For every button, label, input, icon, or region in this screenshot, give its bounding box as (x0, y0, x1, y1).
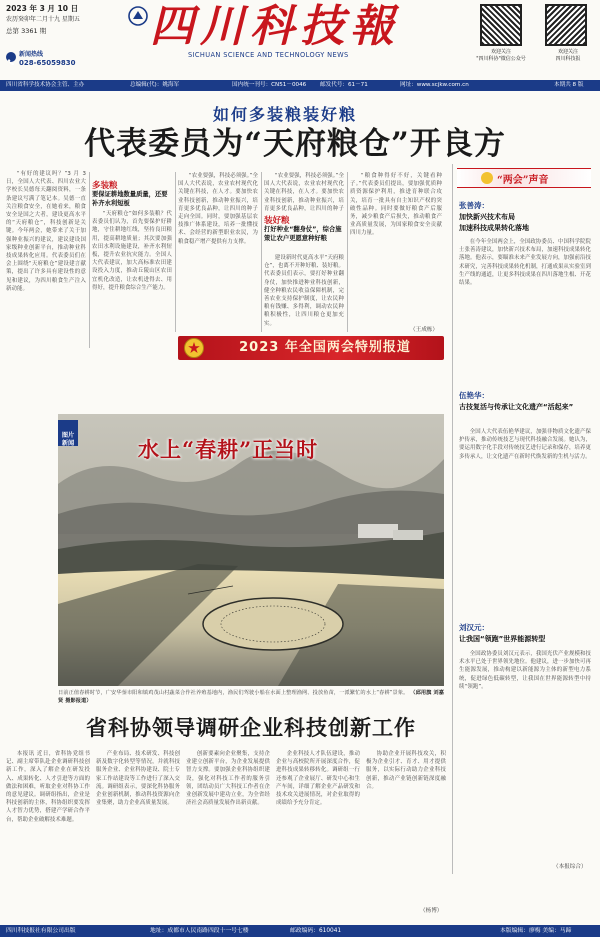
article-col-1-text: “有好的建议吗？”3 月 3 日，全国人大代表、四川农业大学校长吴德每天翻阅资料，一条条建议写满了笔记本。吴德一直关注粮食安全，在她看来，粮食安全是国之大者，建设更高水平的“天府粮仓”，科技创新是关键。今年两会，她带来了关于加强种业振兴的建议，建议建设国家级种业创新平台，推动种业科技成果转化应用。代表委员们在会上围绕“天府粮仓”建设建言献策，提出了许多具有建设性的意见和建议，为四川粮食生产注入新动能。 (6, 171, 86, 292)
photo-news (58, 414, 444, 686)
bottom-col-3 (186, 750, 270, 918)
info-website: 网址：www.scjkw.com.cn (400, 82, 469, 88)
newspaper-subtitle: SICHUAN SCIENCE AND TECHNOLOGY NEWS (188, 51, 349, 59)
masthead (0, 0, 600, 80)
qr1-caption: 欢迎关注 "四川科协"微信公众号 (476, 49, 526, 62)
hotline-number: 028-65059830 (19, 59, 76, 67)
lunar-date: 农历癸卯年二月十九 星期五 (6, 16, 80, 23)
article-col-1 (6, 170, 86, 348)
bottom-article-title: 省科协领导调研企业科技创新工作 (86, 715, 416, 740)
subhead-zhuanghaoliang-sub: 打好种业“翻身仗”，综合施策让农户更愿意种好粮 (264, 226, 342, 242)
photo-news-tag-box (58, 420, 78, 446)
sidebar-item1-title: 加快新兴技术布局 加速科技成果转化落地 (459, 213, 529, 232)
col-divider (347, 172, 348, 332)
sidebar-heading: “两会”声音 (497, 175, 549, 186)
banner-text: 2023 年全国两会特别报道 (239, 340, 411, 355)
col-divider (175, 172, 176, 332)
article-col-3 (178, 172, 258, 332)
bottom-col-5-text: 协助企业开展科技攻关，积极为企业引才、育才、用才提供服务，以实际行动助力企业科技创新，推动产业链创新链深度融合。 (366, 751, 446, 790)
sidebar-item2-body (459, 428, 591, 612)
sidebar-item3-name: 刘汉元： (459, 623, 489, 632)
bottom-col-5 (366, 750, 446, 900)
article-col-5-text: “粮食种得好不好，关键看种子。”代表委员们提出，要加强优质种质资源保护利用，推进育种联合攻关，培育一批具有自主知识产权的突破性品种。同时要做好粮食产后服务，减少粮食产后损失，推动粮食产业高质量发展，为国家粮食安全贡献四川力量。 (350, 173, 442, 237)
sidebar-signature: （本报综合） (553, 864, 587, 870)
subhead-duozhuangliang: 多装粮 (92, 181, 118, 191)
info-pages: 本期共 8 版 (554, 82, 584, 88)
bottom-col-2-text: 产业布局、技术研发、科技创新及数字化转型等情况，并就科技服务企业、企业科协建设、院士专家工作站建设等工作进行了深入交流。调研组表示，要深化科协服务企业创新机制，推动科技资源向企业集聚，助力企业高质量发展。 (96, 751, 180, 807)
subhead-zhuanghaoliang: 装好粮 (264, 216, 290, 226)
info-editor: 总编辑(代)：姚海军 (130, 82, 180, 88)
qr2-caption: 欢迎关注 四川科技报 (555, 49, 581, 62)
headline-title: 代表委员为“天府粮仓”开良方 (84, 126, 506, 162)
article-col-4-top (264, 172, 344, 212)
sidebar-item1-body (459, 238, 591, 376)
article-signature: （王成栋） (410, 327, 438, 333)
two-sessions-banner (178, 336, 444, 360)
sidebar-header (457, 168, 591, 188)
info-postal: 邮发代号：61－71 (320, 82, 368, 88)
bottom-col-3-text: 创新要素向企业聚集，支持企业建立创新平台，为企业发展提供智力支撑。要加强企业科协组织建设，强化对科技工作者的服务引领，团结动员广大科技工作者在企业创新发展中建功立业，为全省经济社会高质量发展作出新贡献。 (186, 751, 270, 807)
emblem-icon (184, 338, 204, 358)
sidebar-item2-title: 古技复活与传承让文化遗产“活起来” (459, 403, 574, 411)
col-divider (89, 172, 90, 348)
footer-publisher: 四川科技报社有限公司出版 (6, 928, 76, 934)
sidebar (452, 164, 594, 874)
photo-news-tag-label: 图片 新闻 (61, 432, 75, 447)
newspaper-title: 四川科技報 (150, 1, 400, 52)
article-col-5 (350, 172, 442, 324)
issue-date: 2023 年 3 月 10 日 (6, 4, 79, 13)
sidebar-emblem-icon (481, 172, 493, 184)
footer-bar (0, 925, 600, 937)
article-col-2 (92, 210, 172, 330)
photo-caption (58, 689, 444, 706)
bottom-col-1-text: 本报讯 近日，省科协党组书记、副主席带队赴企业调研科技创新工作，深入了解企业在研发投入、成果转化、人才引进等方面的做法和困难，听取企业对科协工作的意见建议。调研组指出，企业是科技创新的主体，科协组织要发挥人才智力优势，搭建产学研合作平台，帮助企业破解技术难题。 (6, 751, 90, 823)
article-col-4-top-text: “农业要强，科技必须强。”全国人大代表说，农业农村现代化关键在科技，在人才。要加快农业科技创新，推动种业振兴，培育更多优良品种，让四川的种子 (264, 173, 344, 212)
footer-address: 地址：成都市人民南路四段十一号七楼 (150, 928, 249, 934)
sidebar-item3-title: 让我国“领跑”世界能源转型 (459, 635, 546, 643)
bottom-col-4 (276, 750, 360, 918)
footer-zip: 邮政编码：610041 (290, 928, 342, 934)
sidebar-item1-text: 在今年全国两会上，全国政协委员、中国科学院院士张善涛建议，加快新兴技术布局，加速科技成果转化落地。他表示，要瞄准未来产业发展方向，加强前沿技术研究，完善科技成果转化机制，打通成果从实验室到生产线的通道，让更多科技成果在四川落地生根、开花结果。 (459, 239, 591, 287)
sidebar-item3-text: 全国政协委员刘汉元表示，我国光伏产业规模和技术水平已处于世界领先地位。他建议，进一步加快可再生能源发展，推动构建以新能源为主体的新型电力系统，促进绿色低碳转型，让我国在世界能源转型中持续“领跑”。 (459, 651, 591, 690)
col-divider (261, 172, 262, 332)
info-bar (0, 80, 600, 91)
issue-number: 总第 3361 期 (6, 27, 47, 35)
bottom-col-2 (96, 750, 180, 918)
qr-code-2 (545, 4, 587, 46)
photo-title: 水上“春耕”正当时 (138, 437, 319, 462)
sidebar-item2-text: 全国人大代表伍艳华建议，加强非物质文化遗产保护传承，推动传统技艺与现代科技融合发展。她认为，要运用数字化手段对传统技艺进行记录和保存，培养更多传承人，让文化遗产在新时代焕发新的生机与活力。 (459, 429, 591, 460)
bottom-signature: （杨博） (420, 908, 443, 914)
qr-code-1 (480, 4, 522, 46)
article-col-4 (264, 254, 344, 332)
sidebar-item1-name: 张善涛： (459, 201, 489, 210)
hotline-icon (6, 52, 16, 62)
footer-editor: 本版编辑：廖梅 美编：马蹄 (500, 928, 572, 934)
headline-kicker: 如何多装粮装好粮 (212, 105, 357, 124)
sidebar-item2-name: 伍艳华： (459, 391, 489, 400)
info-sponsor: 四川省科学技术协会主管、主办 (6, 82, 85, 88)
article-col-3-text: “农业要强，科技必须强。”全国人大代表说，农业农村现代化关键在科技，在人才。要加快农业科技创新，推动种业振兴，培育更多优良品种，让四川的种子走向全国。同时，要加强基层农技推广体系建设，培养一批懂技术、会经营的新型职业农民，为粮食稳产增产提供有力支撑。 (178, 173, 258, 245)
article-col-4-text: 建设新时代更高水平“天府粮仓”，也离不开种好粮、装好粮。代表委员们表示，要打好种业翻身仗，加快推进种业科技创新，健全种粮农民收益保障机制，完善农业支持保护制度，让农民种粮有钱赚、多得利，调动农民种粮积极性，让四川粮仓更加充实。 (264, 255, 344, 327)
bottom-col-4-text: 企业科技人才队伍建设，推动企业与高校院所开展深度合作，促进科技成果转移转化。调研组一行还参观了企业展厅、研发中心和生产车间，详细了解企业产品研发和技术攻关进展情况，对企业取得的成绩给予充分肯定。 (276, 751, 360, 807)
sidebar-item3-body (459, 650, 591, 860)
hotline-label: 新闻热线 (19, 51, 44, 58)
bottom-col-1 (6, 750, 90, 918)
info-cn: 国内统一刊号：CN51－0046 (232, 82, 307, 88)
subhead-duozhuangliang-sub: 要保证耕地数量质量，还要补齐水利短板 (92, 191, 168, 207)
sichuan-logo-icon (128, 6, 148, 26)
article-col-2-text: “天府粮仓”如何多装粮？代表委员们认为，首先要保护好耕地，守住耕地红线，坚持良田粮用，提高耕地质量；其次要加强农田水利设施建设，补齐水利短板，提升农业抗灾能力。全国人大代表建议，加大高标准农田建设投入力度，推动丘陵山区农田宜机化改造，让农机进得去、用得好，提升粮食综合生产能力。 (92, 211, 172, 291)
photo-credit: （邱用旗 刘嘉贤 摄影报道） (58, 690, 444, 704)
photo-caption-text: 日前正值春耕时节，广安华蓥市阳和镇鸡茂山村蔬菜合作社养殖基地内，渔民们驾驶小船在水面上整理渔网、投放鱼苗，一派繁忙的水上“春耕”景象。 (58, 690, 409, 696)
